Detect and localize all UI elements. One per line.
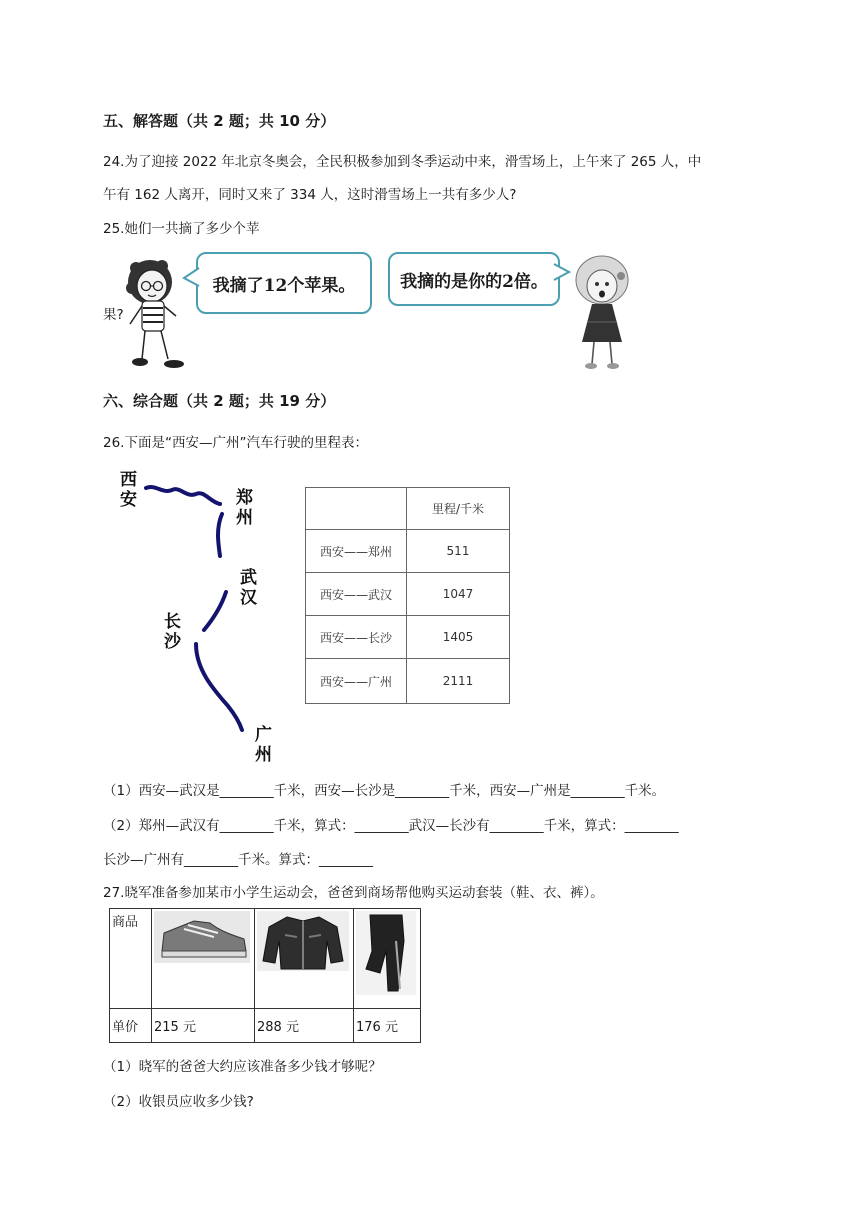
price-label: 单价 (110, 1009, 152, 1043)
pants-price: 176 元 (354, 1009, 421, 1043)
jacket-price: 288 元 (255, 1009, 354, 1043)
q27-part1: （1）晓军的爸爸大约应该准备多少钱才够呢？ (103, 1059, 382, 1075)
girl-in-dress-illustration (566, 252, 638, 374)
speech-bubble-left-tail (182, 266, 200, 288)
distance-table-header-blank (306, 488, 407, 530)
pants-image (356, 911, 416, 995)
distance-table-header-row (306, 488, 510, 530)
jacket-cell (255, 909, 354, 1009)
q27-intro: 27.晓军准备参加某市小学生运动会，爸爸到商场帮他购买运动套装（鞋、衣、裤）。 (103, 885, 604, 901)
table-row (306, 616, 510, 659)
goods-row (110, 909, 421, 1009)
q25-line2: 果? (103, 307, 124, 323)
section-6-title: 六、综合题（共 2 题；共 19 分） (103, 392, 336, 410)
q26-part2-line2: 长沙—广州有________千米。算式：________ (103, 852, 373, 868)
q26-intro: 26.下面是“西安—广州”汽车行驶的里程表： (103, 435, 368, 451)
q24-line1: 24.为了迎接 2022 年北京冬奥会，全民积极参加到冬季运动中来，滑雪场上，上午来了 265 人，中 (103, 154, 702, 170)
map-label-wuhan: 武汉 (240, 568, 257, 608)
speech-bubble-left (196, 252, 372, 314)
goods-table (109, 908, 421, 1043)
jacket-image (257, 911, 349, 971)
q25-line1: 25.她们一共摘了多少个苹 (103, 221, 260, 237)
map-label-changsha: 长沙 (164, 612, 181, 652)
route-cell: 西安——郑州 (306, 530, 407, 573)
distance-table (305, 487, 510, 704)
shoes-cell (152, 909, 255, 1009)
table-row (306, 573, 510, 616)
route-cell: 西安——武汉 (306, 573, 407, 616)
map-label-xian: 西安 (120, 470, 137, 510)
table-row (306, 659, 510, 704)
sneaker-image (154, 911, 250, 963)
q26-part1: （1）西安—武汉是________千米，西安—长沙是________千米，西安—广州是________千米。 (103, 783, 666, 799)
section-5-title: 五、解答题（共 2 题；共 10 分） (103, 112, 336, 130)
map-label-guangzhou: 广州 (255, 725, 272, 765)
map-label-zhengzhou: 郑州 (236, 488, 253, 528)
goods-label: 商品 (110, 909, 152, 1009)
speech-bubble-left-text: 我摘了12个苹果。 (212, 275, 356, 296)
speech-bubble-right-text: 我摘的是你的2倍。 (400, 271, 548, 292)
distance-cell: 511 (407, 530, 510, 573)
distance-cell: 2111 (407, 659, 510, 704)
q24-line2: 午有 162 人离开，同时又来了 334 人，这时滑雪场上一共有多少人? (103, 187, 517, 203)
distance-cell: 1405 (407, 616, 510, 659)
speech-bubble-right (388, 252, 560, 306)
distance-table-header-distance: 里程/千米 (407, 488, 510, 530)
q27-part2: （2）收银员应收多少钱? (103, 1094, 254, 1110)
price-row (110, 1009, 421, 1043)
distance-cell: 1047 (407, 573, 510, 616)
route-cell: 西安——长沙 (306, 616, 407, 659)
q26-part2-line1: （2）郑州—武汉有________千米，算式：________武汉—长沙有________千米，算式：________ (103, 818, 679, 834)
pants-cell (354, 909, 421, 1009)
table-row (306, 530, 510, 573)
shoes-price: 215 元 (152, 1009, 255, 1043)
route-cell: 西安——广州 (306, 659, 407, 704)
